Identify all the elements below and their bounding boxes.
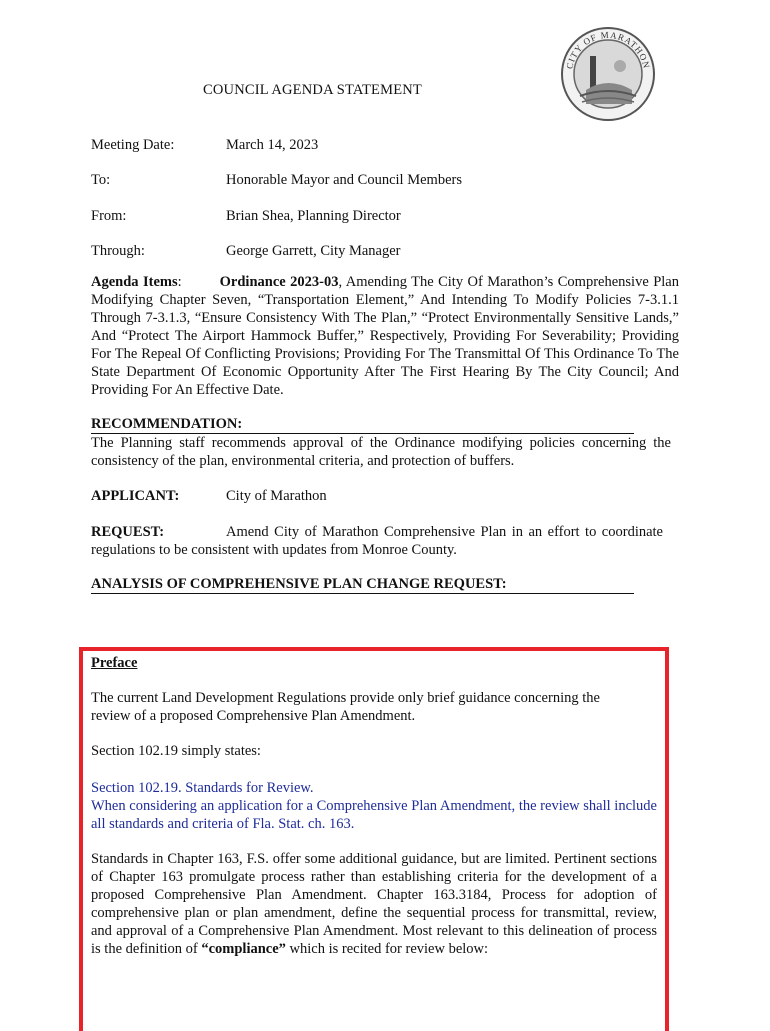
page-title: COUNCIL AGENDA STATEMENT	[203, 82, 422, 98]
request-text: Amend City of Marathon Comprehensive Plan in an effort to coordinate regulations to be consistent with updates from Monroe County.	[91, 524, 663, 558]
city-seal-logo	[560, 26, 656, 122]
request-label: REQUEST:	[91, 524, 165, 540]
preface-paragraph-3	[91, 850, 657, 958]
ordinance-number: Ordinance 2023-03	[219, 274, 339, 290]
compliance-term: “compliance”	[201, 941, 286, 957]
applicant-value: City of Marathon	[226, 488, 327, 504]
agenda-items-text: , Amending The City Of Marathon’s Comprehensive Plan Modifying Chapter Seven, “Transportation Element,” And Intending To Modify Policies 7-3.1.1 Through 7-3.1.3, “Ensure Consistency With The Plan,” “Protect Environmentally Sensitive Lands,” And “Protect The Airport Hammock Buffer,” Respectively, Providing For Severability; Providing For The Repeal Of Conflicting Provisions; Providing For The Transmittal Of This Ordinance To The State Department Of Economic Opportunity After The First Hearing By The City Council; And Providing For An Effective Date.	[91, 274, 679, 398]
through-value: George Garrett, City Manager	[226, 243, 401, 259]
from-label: From:	[91, 208, 127, 224]
through-label: Through:	[91, 243, 145, 259]
recommendation-heading: RECOMMENDATION:	[91, 416, 634, 434]
paragraph-3-end: which is recited for review below:	[285, 941, 489, 957]
svg-text:CITY OF MARATHON: CITY OF MARATHON	[564, 29, 652, 70]
quote-title: Section 102.19. Standards for Review.	[91, 780, 314, 796]
preface-paragraph-1: The current Land Development Regulations provide only brief guidance concerning the review of a proposed Comprehensive Plan Amendment.	[91, 690, 600, 724]
meeting-date-value: March 14, 2023	[226, 137, 319, 153]
meeting-date-label: Meeting Date:	[91, 137, 175, 153]
applicant-label: APPLICANT:	[91, 488, 180, 504]
agenda-items-label: Agenda Items	[91, 274, 178, 290]
paragraph-3-text: Standards in Chapter 163, F.S. offer some additional guidance, but are limited. Pertinent sections of Chapter 163 promulgate process rather than establishing criteria for the development of a proposed Comprehensive Plan Amendment. Chapter 163.3184, Process for adoption of comprehensive plan or plan amendment, define the sequential process for transmittal, review, and approval of a Comprehensive Plan Amendment. Most relevant to this delineation of process is the definition of	[91, 851, 657, 957]
agenda-items	[91, 273, 679, 399]
to-label: To:	[91, 172, 111, 188]
agenda-items-colon: :	[177, 274, 182, 290]
preface-paragraph-2: Section 102.19 simply states:	[91, 743, 261, 759]
quote-body: When considering an application for a Comprehensive Plan Amendment, the review shall include all standards and criteria of Fla. Stat. ch. 163.	[91, 798, 657, 832]
from-value: Brian Shea, Planning Director	[226, 208, 401, 224]
analysis-heading: ANALYSIS OF COMPREHENSIVE PLAN CHANGE REQUEST:	[91, 576, 634, 594]
recommendation-text: The Planning staff recommends approval of the Ordinance modifying policies concerning the consistency of the plan, environmental criteria, and protection of buffers.	[91, 435, 671, 469]
to-value: Honorable Mayor and Council Members	[226, 172, 462, 188]
request-block	[91, 523, 663, 559]
quote-block	[91, 779, 657, 833]
preface-heading: Preface	[91, 655, 138, 671]
